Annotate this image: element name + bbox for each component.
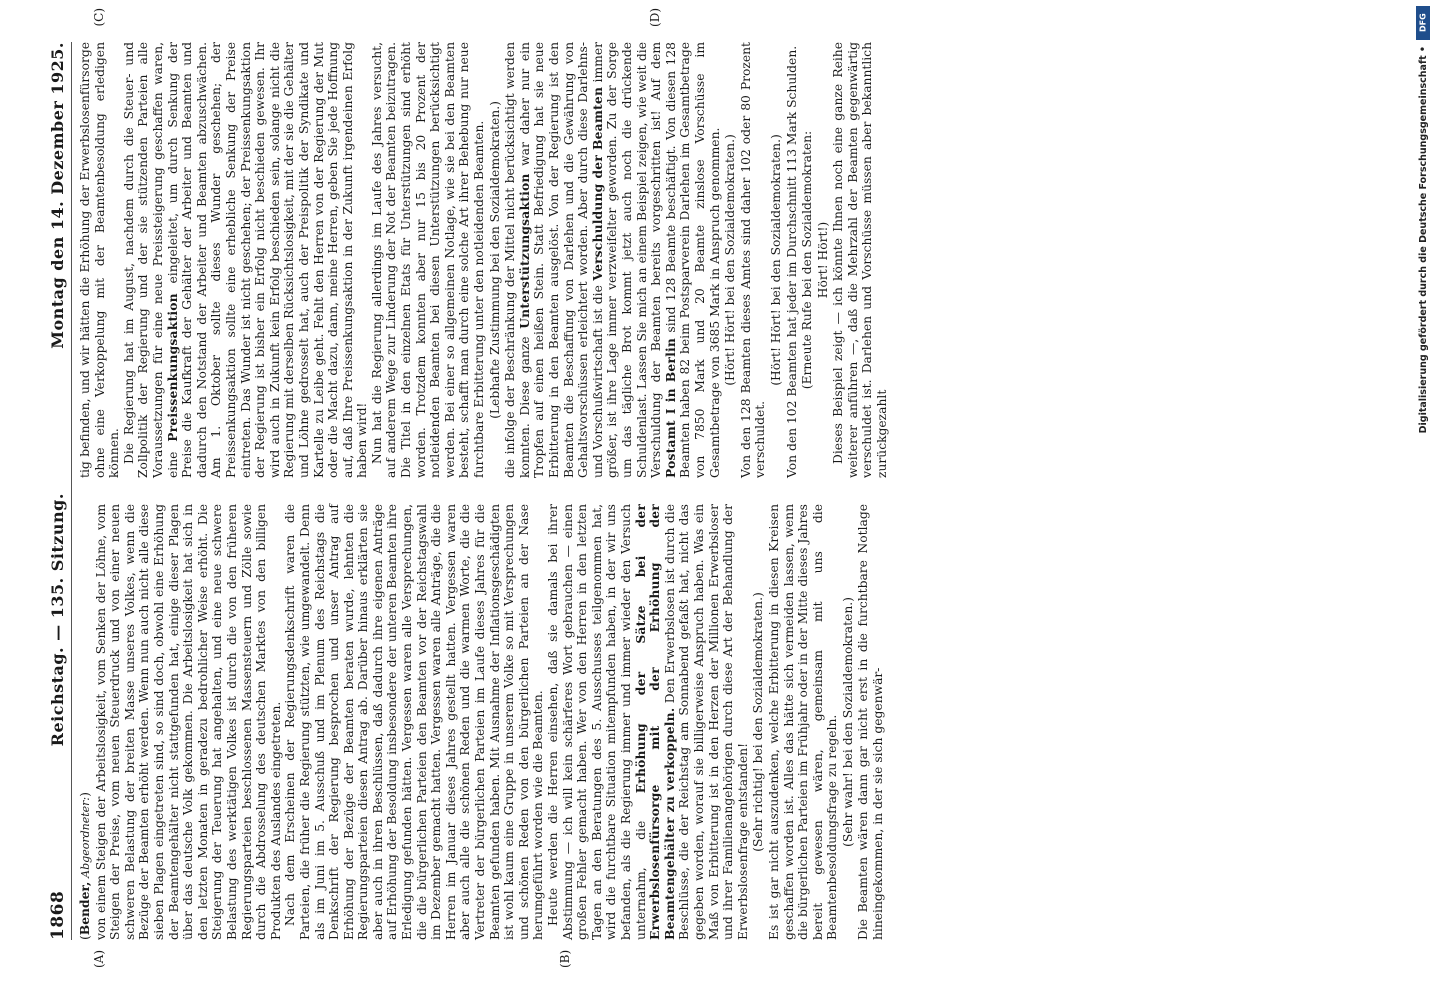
- speaker-role: Abgeordneter:: [79, 796, 92, 878]
- paragraph: Nun hat die Regierung allerdings im Laufe des Jahres versucht, auf anderem Wege zur Linderung der Not der Beamten beizutragen. Die Titel in den einzelnen Etats für Unterstützungen sind erhöht worden. Trotzdem konnten aber nur 15 bis 20 Prozent der notleidenden Beamten bei diesen Unterstützungen berücksichtigt werden. Bei einer so allgemeinen Notlage, wie sie bei den Beamten besteht, schafft man durch eine solche Art ihrer Behebung nur neue furchtbare Erbitterung unter den notleidenden Beamten.: [369, 42, 487, 478]
- emphasis: Postamt I in Berlin: [662, 338, 678, 478]
- paragraph: Von den 102 Beamten hat jeder im Durchschnitt 113 Mark Schulden.: [784, 45, 799, 478]
- interjection: (Hört! Hört! bei den Sozialdemokraten.): [723, 134, 738, 386]
- interjection: Hört! Hört!): [815, 221, 830, 299]
- left-column: [77, 504, 890, 968]
- emphasis: Preissenkungsaktion: [164, 293, 180, 442]
- interjection: (Sehr richtig! bei den Sozialdemokraten.): [751, 592, 766, 852]
- session-title: Reichstag. — 135. Sitzung.: [48, 493, 67, 747]
- paragraph: von einem Steigen der Arbeitslosigkeit, vom Senken der Löhne, vom Steigen der Preise, vom neuen Steuerdruck und von einer neuen schweren Belastung der breiten Masse unseres Volkes, wenn die Bezüge der Beamten erhöht werden. Wenn nun auch nicht alle diese sieben Plagen eingetreten sind, so sind doch, obwohl eine Erhöhung der Beamtengehälter nicht stattgefunden hat, einige dieser Plagen über das deutsche Volk gekommen. Die Arbeitslosigkeit hat sich in den letzten Monaten in geradezu bedrohlicher Weise erhöht. Die Steigerung der Teuerung hat angehalten, und eine neue schwere Belastung des werktätigen Volkes ist durch die von den früheren Regierungsparteien beschlossenen Massensteuern und Zölle sowie durch die Abdrosselung des deutschen Marktes von den billigen Produkten des Auslandes eingetreten.: [93, 504, 283, 940]
- interjection: (Lebhafte Zustimmung bei den Sozialdemokraten.): [487, 101, 502, 419]
- digitization-credit: Digitalisierung gefördert durch die Deutsche Forschungsgemeinschaft •: [1418, 46, 1429, 434]
- dfg-logo: DFG: [1416, 6, 1430, 40]
- margin-marker-b: (B): [558, 949, 572, 968]
- paragraph: Von den 128 Beamten dieses Amtes sind daher 102 oder 80 Prozent verschuldet.: [738, 42, 768, 478]
- margin-marker-c: (C): [92, 8, 106, 27]
- margin-marker-d: (D): [648, 8, 662, 27]
- interjection: (Sehr wahr! bei den Sozialdemokraten.): [840, 597, 855, 847]
- speaker-line: (Bender, Abgeordneter:): [77, 792, 92, 940]
- speaker-name: Bender,: [77, 881, 92, 936]
- paragraph: Nach dem Erscheinen der Regierungsdenkschrift waren die Parteien, die früher die Regierung stützten, wie umgewandelt. Denn als im Juni im 5. Ausschuß und im Plenum des Reichstags die Denkschrift der Regierung besprochen und unser Antrag auf Erhöhung der Bezüge der Beamten beraten wurde, lehnten die Regierungsparteien diesen Antrag ab. Darüber hinaus erklärten sie aber auch in ihren Beschlüssen, daß dadurch ihre eigenen Anträge auf Erhöhung der Besoldung insbesondere der unteren Beamten ihre Erledigung gefunden hätten. Vergessen waren alle Versprechungen, die die bürgerlichen Parteien den Beamten vor der Reichstagswahl im Dezember gemacht hatten. Vergessen waren alle Anträge, die die Herren im Januar dieses Jahres gestellt hatten. Vergessen waren aber auch alle die schönen Reden und die warmen Worte, die die Vertreter der bürgerlichen Parteien im Laufe dieses Jahres für die Beamten gefunden haben. Mit Ausnahme der Inflationsgeschädigten ist wohl kaum eine Gruppe in unserem Volke so mit Versprechungen und schönen Reden von den bürgerlichen Parteien an der Nase herumgeführt worden wie die Beamten.: [283, 504, 546, 940]
- page-number: 1868: [48, 890, 68, 940]
- right-column: [78, 8, 890, 478]
- emphasis: Verschuldung der Beamten: [589, 86, 605, 281]
- margin-marker-a: (A): [92, 949, 106, 968]
- interjection: (Erneute Rufe bei den Sozialdemokraten:: [800, 130, 815, 390]
- rotated-document-page: [30, 0, 1300, 1000]
- text-columns: [77, 8, 890, 968]
- emphasis: Unterstützungsaktion: [516, 173, 532, 329]
- page-header: [48, 42, 72, 940]
- paragraph: Die Beamten wären dann gar nicht erst in die furchtbare Notlage hineingekommen, in der sie sich gegenwär-: [856, 504, 886, 940]
- paragraph: Es ist gar nicht auszudenken, welche Erbitterung in diesen Kreisen geschaffen worden ist. Alles das hätte sich vermeiden lassen, wenn die bürgerlichen Parteien im Frühjahr oder in der Mitte dieses Jahres bereit gewesen wären, gemeinsam mit uns die Beamtenbesoldungsfrage zu regeln.: [766, 504, 840, 940]
- paragraph: die infolge der Beschränkung der Mittel nicht berücksichtigt werden konnten. Diese ganze Unterstützungsaktion war daher nur ein Tropfen auf einen heißen Stein. Statt Befriedigung hat sie neue Erbitterung in den Beamten ausgelöst. Von der Regierung ist den Beamten die Beschaffung von Darlehen und die Gewährung von Gehaltsvorschüssen erleichtert worden. Aber durch diese Darlehns- und Vorschußwirtschaft ist die Verschuldung der Beamten immer größer, ist ihre Lage immer verzweifelter geworden. Zu der Sorge um das tägliche Brot kommt jetzt auch noch die drückende Schuldenlast. Lassen Sie mich an einem Beispiel zeigen, wie weit die Verschuldung der Beamten bereits vorgeschritten ist! Auf dem Postamt I in Berlin sind 128 Beamte beschäftigt. Von diesen 128 Beamten haben 82 beim Postsparverein Darlehen im Gesamtbetrage von 7850 Mark und 20 Beamte zinslose Vorschüsse im Gesamtbetrage von 3685 Mark in Anspruch genommen.: [503, 42, 722, 478]
- emphasis: Erhöhung der Sätze bei der Erwerbslosenfürsorge mit der Erhöhung der Beamtengehälter zu verkoppeln.: [632, 504, 677, 940]
- paragraph: tig befinden, und wir hätten die Erhöhung der Erwerbslosenfürsorge ohne eine Verkoppelung mit der Beamtenbesoldung erledigen können.: [78, 42, 122, 478]
- paragraph: Die Regierung hat im August, nachdem durch die Steuer- und Zollpolitik der Regierung und der sie stützenden Parteien alle Voraussetzungen für eine neue Preissteigerung geschaffen waren, eine Preissenkungsaktion eingeleitet, um durch Senkung der Preise die Kaufkraft der Gehälter der Arbeiter und Beamten und dadurch den Notstand der Arbeiter und Beamten abzuschwächen. Am 1. Oktober sollte dieses Wunder geschehen; der Preissenkungsaktion sollte eine erhebliche Senkung der Preise eintreten. Das Wunder ist nicht geschehen; der Preissenkungsaktion der Regierung ist bisher ein Erfolg nicht beschieden gewesen. Ihr wird auch in Zukunft kein Erfolg beschieden sein, solange nicht die Regierung mit derselben Rücksichtslosigkeit, mit der sie die Gehälter und Löhne gedrosselt hat, auch der Preispolitik der Syndikate und Kartelle zu Leibe geht. Fehlt den Herren von der Regierung der Mut oder die Macht dazu, dann, meine Herren, geben Sie jede Hoffnung auf, daß Ihre Preissenkungsaktion in der Zukunft irgendeinen Erfolg haben wird!: [121, 42, 370, 478]
- session-date: Montag den 14. Dezember 1925.: [48, 42, 67, 349]
- paragraph: Heute werden die Herren einsehen, daß sie damals bei ihrer Abstimmung — ich will kein schärferes Wort gebrauchen — einen großen Fehler gemacht haben. Wer von den Herren in den letzten Tagen an den Beratungen des 5. Ausschusses teilgenommen hat, wird die furchtbare Situation mitempfunden haben, in der wir uns befanden, als die Regierung immer und immer wieder den Versuch unternahm, die Erhöhung der Sätze bei der Erwerbslosenfürsorge mit der Erhöhung der Beamtengehälter zu verkoppeln. Den Erwerbslosen ist durch die Beschlüsse, die der Reichstag am Sonnabend gefaßt hat, nicht das gegeben worden, worauf sie billigerweise Anspruch haben. Was ein Maß von Erbitterung ist in den Herzen der Millionen Erwerbsloser und ihrer Familienangehörigen durch diese Art der Behandlung der Erwerbslosenfrage entstanden!: [546, 504, 750, 940]
- paragraph: Dieses Beispiel zeigt — ich könnte Ihnen noch eine ganze Reihe weiterer anführen —, daß die Mehrzahl der Beamten gegenwärtig verschuldet ist. Darlehen und Vorschüsse müssen aber bekanntlich zurückgezahlt: [831, 42, 890, 478]
- interjection: (Hört! Hört! bei den Sozialdemokraten.): [768, 134, 783, 386]
